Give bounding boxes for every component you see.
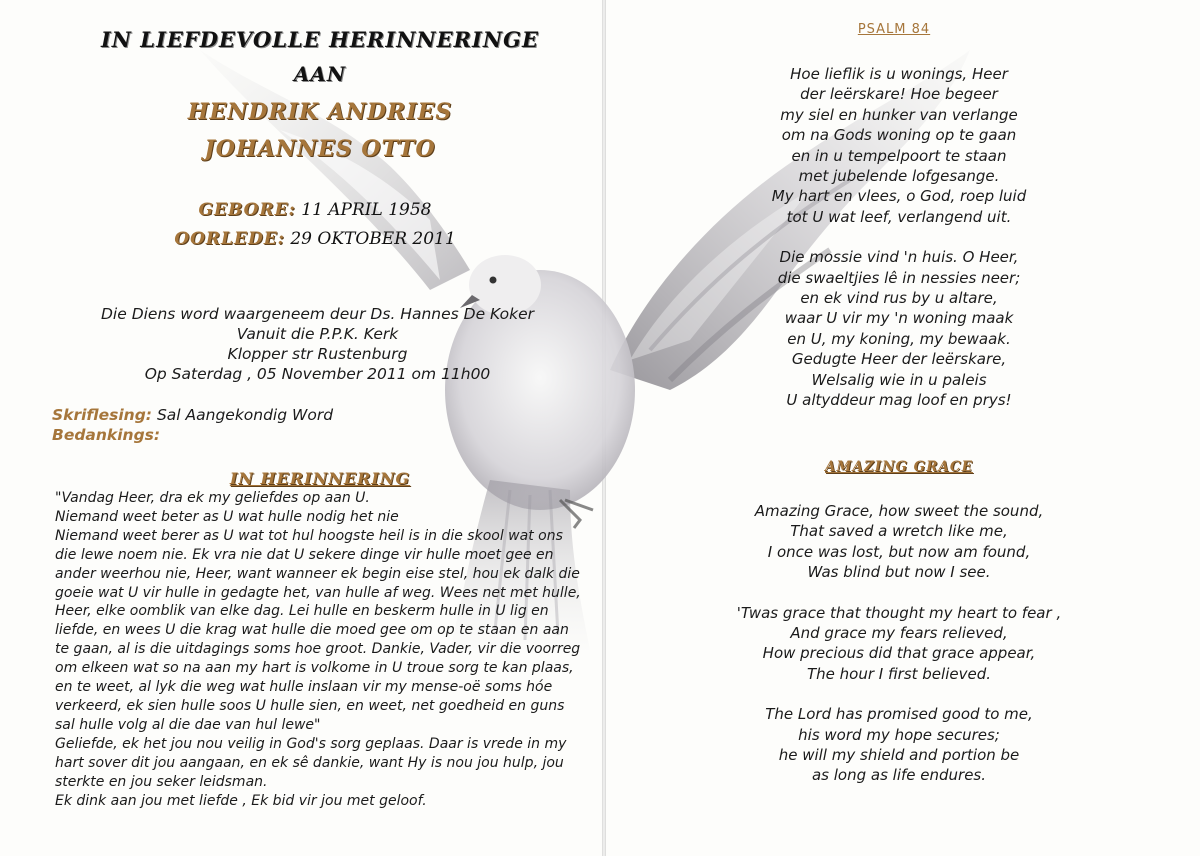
thanks-label: Bedankings: [52,426,161,444]
grace-line: The Lord has promised good to me, [765,705,1033,724]
psalm-line: Welsalig wie in u paleis [811,370,987,389]
memory-line: en te weet, al lyk die weg wat hulle inslaan vir my mense-oë soms hóe [55,679,553,696]
service-line: Die Diens word waargeneem deur Ds. Hannes De Koker [100,305,535,323]
grace-line: And grace my fears relieved, [790,624,1008,643]
memory-heading: IN HERINNERING [229,469,411,488]
memory-line: om elkeen wat so na aan my hart is volkome in U troue sorg te kan plaas, [55,660,574,677]
title-line2: AAN [293,62,347,86]
title-line1: IN LIEFDEVOLLE HERINNERINGE [100,27,540,52]
born-label: GEBORE: [198,200,296,220]
psalm-text [604,64,1194,411]
born-value: 11 APRIL 1958 [295,200,432,220]
memory-line: Geliefde, ek het jou nou veilig in God's sorg geplaas. Daar is vrede in my [55,735,567,752]
grace-text [604,501,1194,786]
memory-text [55,489,585,810]
memory-line: te gaan, al is die uitdagings soms hoe groot. Dankie, Vader, vir die voorreg [55,641,581,658]
service-line: Op Saterdag , 05 November 2011 om 11h00 [144,365,491,383]
psalm-line: My hart en vlees, o God, roep luid [771,187,1027,206]
grace-line: Was blind but now I see. [807,563,991,582]
psalm-line: en U, my koning, my bewaak. [787,329,1011,348]
grace-line: his word my hope secures; [798,725,1000,744]
death-date [0,229,630,249]
grace-heading: AMAZING GRACE [825,459,973,475]
memory-line: "Vandag Heer, dra ek my geliefdes op aan U. [55,490,370,506]
memory-line: verkeerd, ek sien hulle soos U hulle sien, en weet, net goedheid en guns [55,697,565,714]
memory-line: die lewe noem nie. Ek vra nie dat U sekere dinge vir hulle moet gee en [55,546,554,563]
memory-line: sal hulle volg al die dae van hul lewe" [55,716,321,733]
psalm-line: my siel en hunker van verlange [780,105,1018,124]
psalm-line: en ek vind rus by u altare, [800,289,998,308]
grace-line: I once was lost, but now am found, [767,542,1031,561]
grace-line: Amazing Grace, how sweet the sound, [754,502,1044,520]
psalm-line: die swaeltjies lê in nessies neer; [777,268,1021,287]
memory-line: hart sover dit jou aangaan, en ek sê dankie, want Hy is nou jou hulp, jou [55,754,564,771]
deceased-name-line2: JOHANNES OTTO [204,136,436,162]
reading-row [52,406,333,424]
service-line: Klopper str Rustenburg [227,345,408,363]
reading-value: Sal Aangekondig Word [152,406,334,424]
psalm-line: Die mossie vind 'n huis. O Heer, [779,248,1019,267]
memory-line: sterkte en jou seker leidsman. [55,773,268,790]
grace-line: How precious did that grace appear, [762,644,1036,663]
grace-line: as long as life endures. [811,766,987,785]
grace-line: 'Twas grace that thought my heart to fear , [736,603,1062,622]
right-page [604,0,1200,856]
service-details [0,304,635,384]
grace-line: That saved a wretch like me, [790,522,1008,541]
stanza-gap [604,583,1194,603]
memory-line: Heer, elke oomblik van elke dag. Lei hulle en beskerm hulle in U lig en [55,603,549,620]
psalm-line: en in u tempelpoort te staan [791,146,1007,165]
memory-line: ander weerhou nie, Heer, want wanneer ek begin eise stel, hou ek dalk die [55,565,580,582]
memory-line: Niemand weet berer as U wat tot hul hoogste heil is in die skool wat ons [55,527,563,544]
died-label: OORLEDE: [174,229,285,249]
psalm-line: U altyddeur mag loof en prys! [786,391,1012,410]
psalm-line: tot U wat leef, verlangend uit. [786,207,1012,226]
psalm-line: der leërskare! Hoe begeer [800,85,998,104]
psalm-line: Gedugte Heer der leërskare, [791,350,1007,369]
deceased-name-line1: HENDRIK ANDRIES [187,99,453,125]
grace-line: he will my shield and portion be [778,746,1020,765]
birth-date [0,200,630,220]
memory-line: Ek dink aan jou met liefde , Ek bid vir jou met geloof. [55,792,427,809]
grace-line: The hour I first believed. [806,664,991,683]
memory-line: liefde, en wees U die krag wat hulle die moed gee om op te staan en aan [55,622,569,639]
psalm-line: Hoe lieflik is u wonings, Heer [790,65,1008,83]
stanza-gap [604,684,1194,704]
stanza-gap [604,227,1194,247]
memory-line: Niemand weet beter as U wat hulle nodig het nie [55,508,399,525]
psalm-line: om na Gods woning op te gaan [781,126,1017,145]
reading-label: Skriflesing: [52,406,153,424]
psalm-line: met jubelende lofgesange. [798,167,1000,186]
psalm-line: waar U vir my 'n woning maak [784,309,1014,328]
memory-line: goeie wat U vir hulle in gedagte het, van hulle af weg. Wees net met hulle, [55,584,581,601]
thanks-row [52,426,160,444]
psalm-heading: PSALM 84 [857,22,931,37]
died-value: 29 OKTOBER 2011 [284,229,456,249]
service-line: Vanuit die P.P.K. Kerk [236,325,399,343]
